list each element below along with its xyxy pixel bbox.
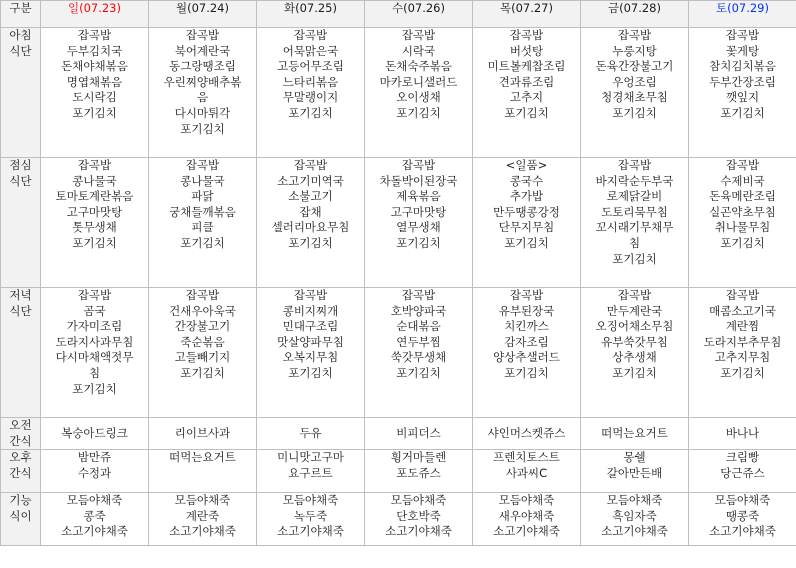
- row-label-line: 간식: [9, 433, 32, 448]
- menu-item: 잡곡밥: [617, 158, 652, 172]
- row-label-line: 오후: [9, 450, 32, 465]
- menu-cell-tuesday: [257, 288, 365, 418]
- menu-item: 잡곡밥: [725, 158, 760, 172]
- menu-item: 간장불고기: [174, 319, 231, 334]
- menu-item: 포기김치: [288, 365, 333, 380]
- menu-item: 무말랭이지: [282, 90, 339, 105]
- menu-item: 침: [88, 365, 101, 380]
- menu-item: 포기김치: [396, 235, 441, 250]
- menu-item: 열무생채: [396, 220, 441, 235]
- menu-item: 포기김치: [180, 121, 225, 136]
- menu-item: 어묵맑은국: [282, 43, 339, 58]
- menu-item: 유부쑥갓무침: [601, 334, 668, 349]
- row-label: [1, 288, 41, 418]
- menu-item: 요구르트: [288, 465, 333, 480]
- menu-item: 상추생채: [612, 350, 657, 365]
- menu-item: 토마토계란볶음: [55, 189, 134, 204]
- menu-item: 샤인머스켓쥬스: [487, 425, 566, 440]
- menu-item: 포기김치: [288, 105, 333, 120]
- menu-item: 포기김치: [180, 235, 225, 250]
- table-body: [1, 28, 796, 546]
- menu-cell-friday: [581, 418, 689, 450]
- row-label: [1, 158, 41, 288]
- menu-item: 차돌박이된장국: [379, 173, 458, 188]
- row-label: [1, 28, 41, 158]
- menu-item: 복숭아드링크: [61, 425, 128, 440]
- menu-item: 셀러리마요무침: [271, 220, 350, 235]
- menu-item: 맛살양파무침: [277, 334, 344, 349]
- menu-cell-friday: [581, 450, 689, 493]
- menu-cell-sunday: [41, 288, 149, 418]
- menu-item: 파닭: [191, 189, 214, 204]
- menu-cell-friday: [581, 493, 689, 546]
- menu-item: 소고기야채죽: [277, 524, 344, 539]
- menu-item: 잡곡밥: [185, 28, 220, 42]
- menu-item: 깻잎지: [725, 90, 760, 105]
- menu-item: 비피더스: [396, 425, 441, 440]
- menu-item: 소고기야채죽: [709, 524, 776, 539]
- day-header-thursday: 목(07.27): [473, 1, 581, 28]
- menu-item: 로제닭갈비: [606, 189, 663, 204]
- menu-item: 잡곡밥: [725, 28, 760, 42]
- menu-item: 계란죽: [185, 508, 220, 523]
- menu-cell-saturday: [689, 158, 796, 288]
- menu-item: 포기김치: [504, 365, 549, 380]
- menu-item: 모듬야채죽: [498, 493, 555, 508]
- menu-item: 포기김치: [396, 105, 441, 120]
- menu-item: 두유: [299, 425, 322, 440]
- menu-cell-thursday: [473, 418, 581, 450]
- row-label: [1, 418, 41, 450]
- menu-item: 감자조림: [504, 334, 549, 349]
- breakfast-row: [1, 28, 796, 158]
- menu-item: 잡곡밥: [77, 158, 112, 172]
- menu-cell-wednesday: [365, 418, 473, 450]
- menu-item: 새우야채죽: [498, 508, 555, 523]
- menu-item: 고구마맛탕: [390, 204, 447, 219]
- day-header-friday: 금(07.28): [581, 1, 689, 28]
- menu-cell-saturday: [689, 28, 796, 158]
- menu-item: 건새우아욱국: [169, 303, 236, 318]
- menu-item: 콩국수: [509, 173, 544, 188]
- menu-item: 견과류조림: [498, 74, 555, 89]
- row-label: [1, 493, 41, 546]
- menu-item: 계란찜: [725, 319, 760, 334]
- menu-item: 버섯탕: [509, 43, 544, 58]
- menu-item: 곰국: [83, 303, 106, 318]
- row-label-line: 아침: [9, 28, 32, 42]
- menu-item: 느타리볶음: [282, 74, 339, 89]
- menu-item: 포기김치: [396, 365, 441, 380]
- menu-item: 돈육메란조림: [709, 189, 776, 204]
- menu-cell-tuesday: [257, 28, 365, 158]
- menu-item: 다시마채액젓무: [55, 350, 134, 365]
- menu-item: <일품>: [505, 158, 548, 172]
- menu-cell-friday: [581, 28, 689, 158]
- menu-item: 고추지무침: [714, 350, 771, 365]
- menu-item: 돈채숙주볶음: [385, 59, 452, 74]
- menu-cell-saturday: [689, 288, 796, 418]
- menu-item: 미니맛고구마: [277, 450, 344, 465]
- menu-item: 몽쉘: [623, 450, 646, 465]
- menu-item: 콩비지찌개: [282, 303, 339, 318]
- menu-item: 도라지부추무침: [703, 334, 782, 349]
- day-header-tuesday: 화(07.25): [257, 1, 365, 28]
- menu-item: 잡곡밥: [293, 288, 328, 302]
- menu-cell-wednesday: [365, 450, 473, 493]
- menu-item: 톳무생채: [72, 220, 117, 235]
- menu-item: 포기김치: [180, 365, 225, 380]
- menu-item: 포기김치: [72, 105, 117, 120]
- menu-item: 우린찌양배추볶: [163, 74, 242, 89]
- menu-item: 잡곡밥: [293, 28, 328, 42]
- menu-item: 바지락순두부국: [595, 173, 674, 188]
- menu-item: 수제비국: [720, 173, 765, 188]
- menu-item: 쑥갓무생채: [390, 350, 447, 365]
- menu-item: 잡곡밥: [725, 288, 760, 302]
- menu-item: 모듬야채죽: [282, 493, 339, 508]
- menu-item: 포기김치: [612, 251, 657, 266]
- menu-item: 갈아만든배: [606, 465, 663, 480]
- menu-item: 소고기미역국: [277, 173, 344, 188]
- menu-item: 잡곡밥: [401, 158, 436, 172]
- menu-item: 연두부찜: [396, 334, 441, 349]
- menu-item: 잡곡밥: [617, 28, 652, 42]
- menu-item: 리이브사과: [174, 425, 231, 440]
- menu-cell-wednesday: [365, 493, 473, 546]
- menu-cell-thursday: [473, 158, 581, 288]
- menu-item: 미트볼케찹조림: [487, 59, 566, 74]
- menu-item: 명엽채볶음: [66, 74, 123, 89]
- menu-item: 침: [628, 235, 641, 250]
- menu-item: 포기김치: [288, 235, 333, 250]
- menu-item: 잡곡밥: [77, 28, 112, 42]
- menu-item: 잡곡밥: [617, 288, 652, 302]
- menu-item: 떠먹는요거트: [169, 450, 236, 465]
- menu-item: 매콤소고기국: [709, 303, 776, 318]
- row-label-line: 식이: [9, 508, 32, 523]
- menu-item: 모듬야채죽: [174, 493, 231, 508]
- menu-item: 포기김치: [720, 235, 765, 250]
- row-label-line: 점심: [9, 158, 32, 172]
- menu-item: 잡곡밥: [185, 288, 220, 302]
- corner-header: 구분: [1, 1, 41, 28]
- menu-cell-sunday: [41, 158, 149, 288]
- row-label-line: 간식: [9, 465, 32, 480]
- menu-item: 포기김치: [504, 235, 549, 250]
- menu-item: 잡곡밥: [77, 288, 112, 302]
- menu-item: 잡곡밥: [509, 288, 544, 302]
- menu-cell-sunday: [41, 28, 149, 158]
- menu-item: 오이생채: [396, 90, 441, 105]
- menu-cell-saturday: [689, 493, 796, 546]
- menu-item: 밤만쥬: [77, 450, 112, 465]
- menu-item: 다시마튀각: [174, 105, 231, 120]
- menu-item: 만두계란국: [606, 303, 663, 318]
- menu-cell-tuesday: [257, 450, 365, 493]
- menu-cell-friday: [581, 158, 689, 288]
- menu-cell-tuesday: [257, 493, 365, 546]
- menu-item: 오징어채소무침: [595, 319, 674, 334]
- menu-item: 동그랑땡조림: [169, 59, 236, 74]
- menu-cell-monday: [149, 493, 257, 546]
- menu-item: 꽃게탕: [725, 43, 760, 58]
- menu-item: 실곤약초무침: [709, 204, 776, 219]
- menu-item: 오복지무침: [282, 350, 339, 365]
- menu-item: 고구마맛탕: [66, 204, 123, 219]
- menu-cell-thursday: [473, 28, 581, 158]
- menu-cell-sunday: [41, 493, 149, 546]
- morning-snack-row: [1, 418, 796, 450]
- menu-item: 콩죽: [83, 508, 106, 523]
- menu-item: 잡곡밥: [401, 28, 436, 42]
- menu-item: 단호박죽: [396, 508, 441, 523]
- row-label-line: 식단: [9, 173, 32, 188]
- menu-item: 프렌치토스트: [493, 450, 560, 465]
- menu-item: 추가밥: [509, 189, 544, 204]
- table-header: [1, 1, 796, 28]
- menu-item: 도시락김: [72, 90, 117, 105]
- menu-item: 마카로니샐러드: [379, 74, 458, 89]
- menu-cell-tuesday: [257, 418, 365, 450]
- menu-item: 잡곡밥: [293, 158, 328, 172]
- menu-item: 만두땡콩강정: [493, 204, 560, 219]
- menu-item: 죽순볶음: [180, 334, 225, 349]
- row-label-line: 기능: [9, 493, 32, 508]
- menu-item: 잡곡밥: [509, 28, 544, 42]
- menu-item: 모듬야채죽: [390, 493, 447, 508]
- menu-item: 모듬야채죽: [606, 493, 663, 508]
- menu-cell-monday: [149, 288, 257, 418]
- menu-cell-wednesday: [365, 158, 473, 288]
- menu-item: 포기김치: [504, 105, 549, 120]
- menu-item: 잡곡밥: [185, 158, 220, 172]
- menu-cell-wednesday: [365, 288, 473, 418]
- menu-item: 당근쥬스: [720, 465, 765, 480]
- menu-item: 포기김치: [72, 381, 117, 396]
- menu-item: 흑임자죽: [612, 508, 657, 523]
- menu-item: 북어계란국: [174, 43, 231, 58]
- menu-item: 고들빼기지: [174, 350, 231, 365]
- menu-item: 포도쥬스: [396, 465, 441, 480]
- menu-item: 고등어무조림: [277, 59, 344, 74]
- menu-item: 양상추샐러드: [493, 350, 560, 365]
- menu-item: 소고기야채죽: [385, 524, 452, 539]
- menu-item: 시락국: [401, 43, 436, 58]
- menu-item: 떠먹는요거트: [601, 425, 668, 440]
- menu-item: 모듬야채죽: [714, 493, 771, 508]
- menu-item: 잡곡밥: [401, 288, 436, 302]
- menu-item: 소고기야채죽: [601, 524, 668, 539]
- menu-item: 두부간장조림: [709, 74, 776, 89]
- menu-item: 우엉조림: [612, 74, 657, 89]
- menu-item: 크림빵: [725, 450, 760, 465]
- menu-item: 포기김치: [720, 365, 765, 380]
- menu-item: 잡채: [299, 204, 322, 219]
- menu-item: 누룽지탕: [612, 43, 657, 58]
- menu-cell-tuesday: [257, 158, 365, 288]
- menu-item: 콩나물국: [180, 173, 225, 188]
- menu-item: 수정과: [77, 465, 112, 480]
- menu-item: 포기김치: [72, 235, 117, 250]
- day-header-saturday: 토(07.29): [689, 1, 796, 28]
- menu-cell-sunday: [41, 450, 149, 493]
- menu-item: 소고기야채죽: [61, 524, 128, 539]
- day-header-monday: 월(07.24): [149, 1, 257, 28]
- menu-item: 돈육간장불고기: [595, 59, 674, 74]
- menu-item: 포기김치: [612, 365, 657, 380]
- menu-cell-thursday: [473, 493, 581, 546]
- menu-cell-saturday: [689, 418, 796, 450]
- row-label-line: 식단: [9, 303, 32, 318]
- menu-item: 모듬야채죽: [66, 493, 123, 508]
- menu-item: 청경채초무침: [601, 90, 668, 105]
- row-label-line: 오전: [9, 418, 32, 432]
- menu-item: 포기김치: [612, 105, 657, 120]
- menu-item: 소고기야채죽: [169, 524, 236, 539]
- menu-item: 순대볶음: [396, 319, 441, 334]
- day-header-wednesday: 수(07.26): [365, 1, 473, 28]
- menu-item: 도토리묵무침: [601, 204, 668, 219]
- row-label-line: 식단: [9, 43, 32, 58]
- menu-cell-monday: [149, 450, 257, 493]
- menu-item: 음: [196, 90, 209, 105]
- menu-cell-sunday: [41, 418, 149, 450]
- menu-cell-monday: [149, 158, 257, 288]
- afternoon-snack-row: [1, 450, 796, 493]
- menu-cell-monday: [149, 28, 257, 158]
- menu-item: 호박양파국: [390, 303, 447, 318]
- menu-cell-thursday: [473, 450, 581, 493]
- menu-item: 돈채야채볶음: [61, 59, 128, 74]
- menu-item: 유부된장국: [498, 303, 555, 318]
- menu-item: 바나나: [725, 425, 760, 440]
- menu-item: 치킨까스: [504, 319, 549, 334]
- menu-item: 참치김치볶음: [709, 59, 776, 74]
- day-header-sunday: 일(07.23): [41, 1, 149, 28]
- menu-item: 콩나물국: [72, 173, 117, 188]
- menu-item: 고추지: [509, 90, 544, 105]
- menu-item: 피클: [191, 220, 214, 235]
- menu-item: 휭거마들렌: [390, 450, 447, 465]
- menu-item: 소불고기: [288, 189, 333, 204]
- menu-item: 궁채들깨볶음: [169, 204, 236, 219]
- menu-cell-wednesday: [365, 28, 473, 158]
- menu-cell-saturday: [689, 450, 796, 493]
- menu-item: 두부김치국: [66, 43, 123, 58]
- row-label-line: 저녁: [9, 288, 32, 302]
- menu-item: 사과씨C: [505, 465, 548, 480]
- menu-item: 민대구조림: [282, 319, 339, 334]
- menu-item: 땡콩죽: [725, 508, 760, 523]
- menu-item: 취나물무침: [714, 220, 771, 235]
- row-label: [1, 450, 41, 493]
- menu-item: 단무지무침: [498, 220, 555, 235]
- menu-item: 녹두죽: [293, 508, 328, 523]
- lunch-row: [1, 158, 796, 288]
- menu-item: 꼬시래기무채무: [595, 220, 674, 235]
- menu-item: 도라지사과무침: [55, 334, 134, 349]
- menu-item: 소고기야채죽: [493, 524, 560, 539]
- functional-diet-row: [1, 493, 796, 546]
- menu-item: 제육볶음: [396, 189, 441, 204]
- menu-cell-friday: [581, 288, 689, 418]
- menu-cell-monday: [149, 418, 257, 450]
- menu-item: 포기김치: [720, 105, 765, 120]
- menu-cell-thursday: [473, 288, 581, 418]
- dinner-row: [1, 288, 796, 418]
- menu-item: 가자미조림: [66, 319, 123, 334]
